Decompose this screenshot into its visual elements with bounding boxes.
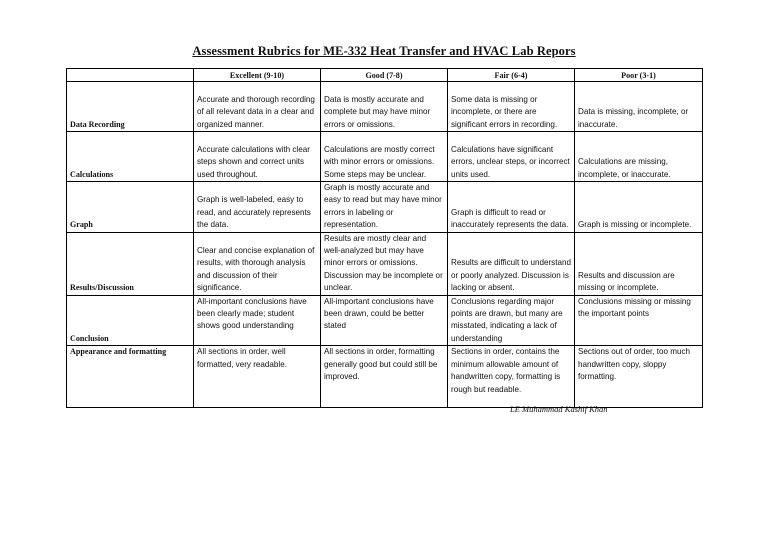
header-poor: Poor (3-1)	[575, 69, 703, 82]
criterion-label: Calculations	[67, 132, 194, 182]
rubric-table	[66, 68, 703, 408]
poor-cell: Results and discussion are missing or incomplete.	[575, 232, 703, 295]
table-row	[67, 232, 703, 295]
excellent-cell: Clear and concise explanation of results, with thorough analysis and discussion of their significance.	[194, 232, 321, 295]
criterion-label: Data Recording	[67, 82, 194, 132]
table-row	[67, 346, 703, 408]
header-criterion	[67, 69, 194, 82]
signature: LE Muhammad Kashif Khan	[510, 404, 608, 414]
poor-cell: Sections out of order, too much handwritten copy, sloppy formatting.	[575, 346, 703, 408]
fair-cell: Some data is missing or incomplete, or there are significant errors in recording.	[448, 82, 575, 132]
table-row	[67, 132, 703, 182]
fair-cell: Calculations have significant errors, unclear steps, or incorrect units used.	[448, 132, 575, 182]
good-cell: Calculations are mostly correct with minor errors or omissions. Some steps may be unclear.	[321, 132, 448, 182]
excellent-cell: All sections in order, well formatted, very readable.	[194, 346, 321, 408]
good-cell: All sections in order, formatting generally good but could still be improved.	[321, 346, 448, 408]
excellent-cell: Accurate calculations with clear steps shown and correct units used throughout.	[194, 132, 321, 182]
fair-cell: Conclusions regarding major points are drawn, but many are misstated, indicating a lack of understanding	[448, 295, 575, 346]
header-excellent: Excellent (9-10)	[194, 69, 321, 82]
table-header-row	[67, 69, 703, 82]
fair-cell: Graph is difficult to read or inaccurately represents the data.	[448, 182, 575, 233]
table-row	[67, 295, 703, 346]
header-fair: Fair (6-4)	[448, 69, 575, 82]
excellent-cell: Graph is well-labeled, easy to read, and accurately represents the data.	[194, 182, 321, 233]
table-row	[67, 82, 703, 132]
criterion-label: Conclusion	[67, 295, 194, 346]
good-cell: Results are mostly clear and well-analyzed but may have minor errors or omissions. Discussion may be incomplete or unclear.	[321, 232, 448, 295]
poor-cell: Conclusions missing or missing the important points	[575, 295, 703, 346]
excellent-cell: All-important conclusions have been clearly made; student shows good understanding	[194, 295, 321, 346]
criterion-label: Results/Discussion	[67, 232, 194, 295]
poor-cell: Calculations are missing, incomplete, or inaccurate.	[575, 132, 703, 182]
page-title: Assessment Rubrics for ME-332 Heat Transfer and HVAC Lab Repors	[192, 44, 576, 58]
poor-cell: Data is missing, incomplete, or inaccurate.	[575, 82, 703, 132]
excellent-cell: Accurate and thorough recording of all relevant data in a clear and organized manner.	[194, 82, 321, 132]
header-good: Good (7-8)	[321, 69, 448, 82]
fair-cell: Results are difficult to understand or poorly analyzed. Discussion is lacking or absent.	[448, 232, 575, 295]
fair-cell: Sections in order, contains the minimum allowable amount of handwritten copy, formatting is rough but readable.	[448, 346, 575, 408]
criterion-label: Appearance and formatting	[67, 346, 194, 408]
good-cell: Graph is mostly accurate and easy to read but may have minor errors in labeling or representation.	[321, 182, 448, 233]
good-cell: Data is mostly accurate and complete but may have minor errors or omissions.	[321, 82, 448, 132]
good-cell: All-important conclusions have been drawn, could be better stated	[321, 295, 448, 346]
table-row	[67, 182, 703, 233]
poor-cell: Graph is missing or incomplete.	[575, 182, 703, 233]
criterion-label: Graph	[67, 182, 194, 233]
